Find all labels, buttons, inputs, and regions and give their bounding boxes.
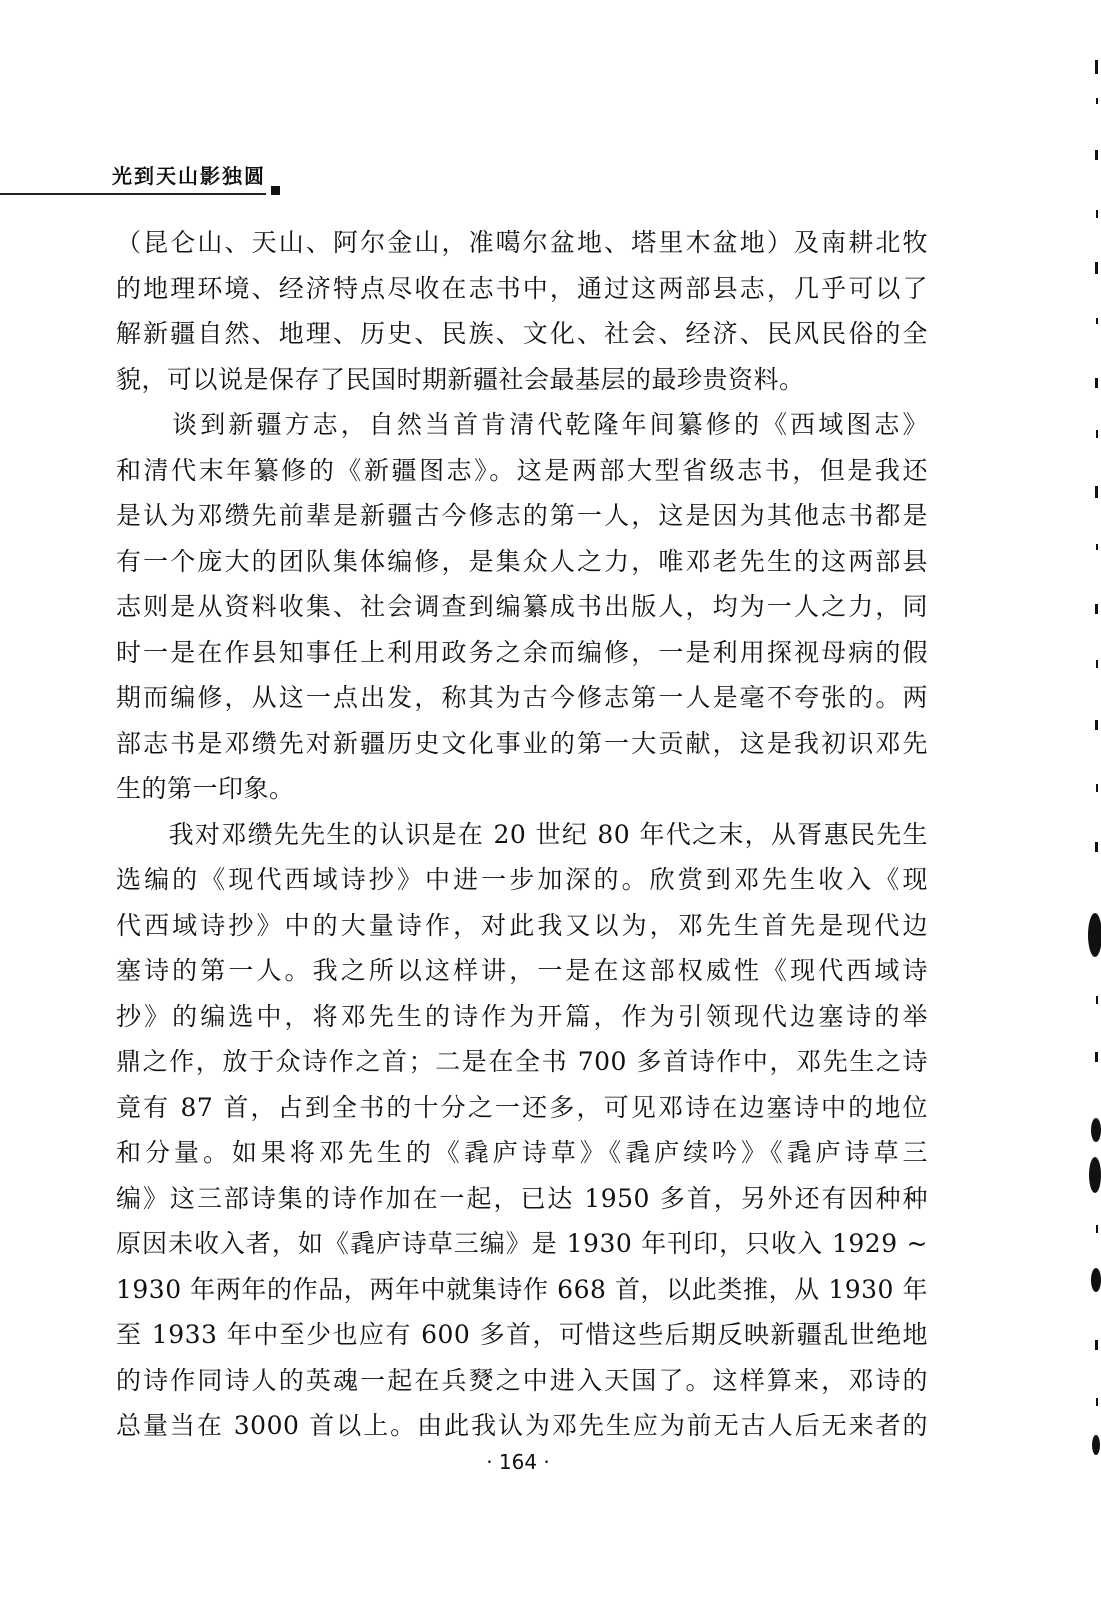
text-line: 鼎之作，放于众诗作之首；二是在全书 700 多首诗作中，邓先生之诗: [116, 1047, 928, 1076]
scan-edge-marks: [1071, 0, 1101, 1599]
text-line: 竟有 87 首，占到全书的十分之一还多，可见邓诗在边塞诗中的地位: [116, 1092, 928, 1122]
text-line: 解新疆自然、地理、历史、民族、文化、社会、经济、民风民俗的全: [116, 319, 928, 348]
text-line: 志则是从资料收集、社会调查到编纂成书出版人，均为一人之力，同: [116, 592, 928, 621]
text-line: 是认为邓缵先前辈是新疆古今修志的第一人，这是因为其他志书都是: [116, 501, 928, 530]
text-line: 的诗作同诗人的英魂一起在兵燹之中进入天国了。这样算来，邓诗的: [116, 1365, 928, 1395]
text-line: 选编的《现代西域诗抄》中进一步加深的。欣赏到邓先生收入《现: [116, 865, 928, 894]
text-line: 总量当在 3000 首以上。由此我认为邓先生应为前无古人后无来者的: [116, 1411, 928, 1440]
text-line: 抄》的编选中，将邓先生的诗作为开篇，作为引领现代边塞诗的举: [116, 1001, 928, 1031]
text-line: 期而编修，从这一点出发，称其为古今修志第一人是毫不夸张的。两: [116, 683, 928, 712]
text-line: 的地理环境、经济特点尽收在志书中，通过这两部县志，几乎可以了: [116, 273, 928, 303]
text-line: 代西域诗抄》中的大量诗作，对此我又以为，邓先生首先是现代边: [116, 910, 928, 940]
text-line: （昆仑山、天山、阿尔金山，准噶尔盆地、塔里木盆地）及南耕北牧: [116, 228, 928, 257]
text-line: 和分量。如果将邓先生的《毳庐诗草》《毳庐续吟》《毳庐诗草三: [116, 1138, 928, 1167]
text-line: 貌，可以说是保存了民国时期新疆社会最基层的最珍贵资料。: [116, 364, 805, 394]
text-line: 时一是在作县知事任上利用政务之余而编修，一是利用探视母病的假: [116, 637, 928, 667]
text-line: 塞诗的第一人。我之所以这样讲，一是在这部权威性《现代西域诗: [116, 956, 928, 985]
text-line: 生的第一印象。: [116, 774, 295, 803]
text-line: 1930 年两年的作品，两年中就集诗作 668 首，以此类推，从 1930 年: [116, 1274, 928, 1304]
header-square-ornament: [271, 186, 280, 195]
text-line: 编》这三部诗集的诗作加在一起，已达 1950 多首，另外还有因种种: [116, 1183, 928, 1213]
text-line: 部志书是邓缵先对新疆历史文化事业的第一大贡献，这是我初识邓先: [116, 728, 928, 758]
text-line: 和清代末年纂修的《新疆图志》。这是两部大型省级志书，但是我还: [116, 455, 928, 485]
text-line: 谈到新疆方志，自然当首肯清代乾隆年间纂修的《西域图志》: [116, 410, 928, 439]
text-line: 至 1933 年中至少也应有 600 多首，可惜这些后期反映新疆乱世绝地: [116, 1320, 928, 1349]
header-rule: [0, 193, 266, 195]
page-number: · 164 ·: [486, 1450, 550, 1474]
text-line: 我对邓缵先先生的认识是在 20 世纪 80 年代之末，从胥惠民先生: [116, 819, 928, 849]
text-line: 原因未收入者，如《毳庐诗草三编》是 1930 年刊印，只收入 1929 ~: [116, 1229, 928, 1258]
text-line: 有一个庞大的团队集体编修，是集众人之力，唯邓老先生的这两部县: [116, 546, 928, 576]
running-header-title: 光到天山影独圆: [112, 164, 266, 188]
body-text: [116, 220, 928, 1449]
